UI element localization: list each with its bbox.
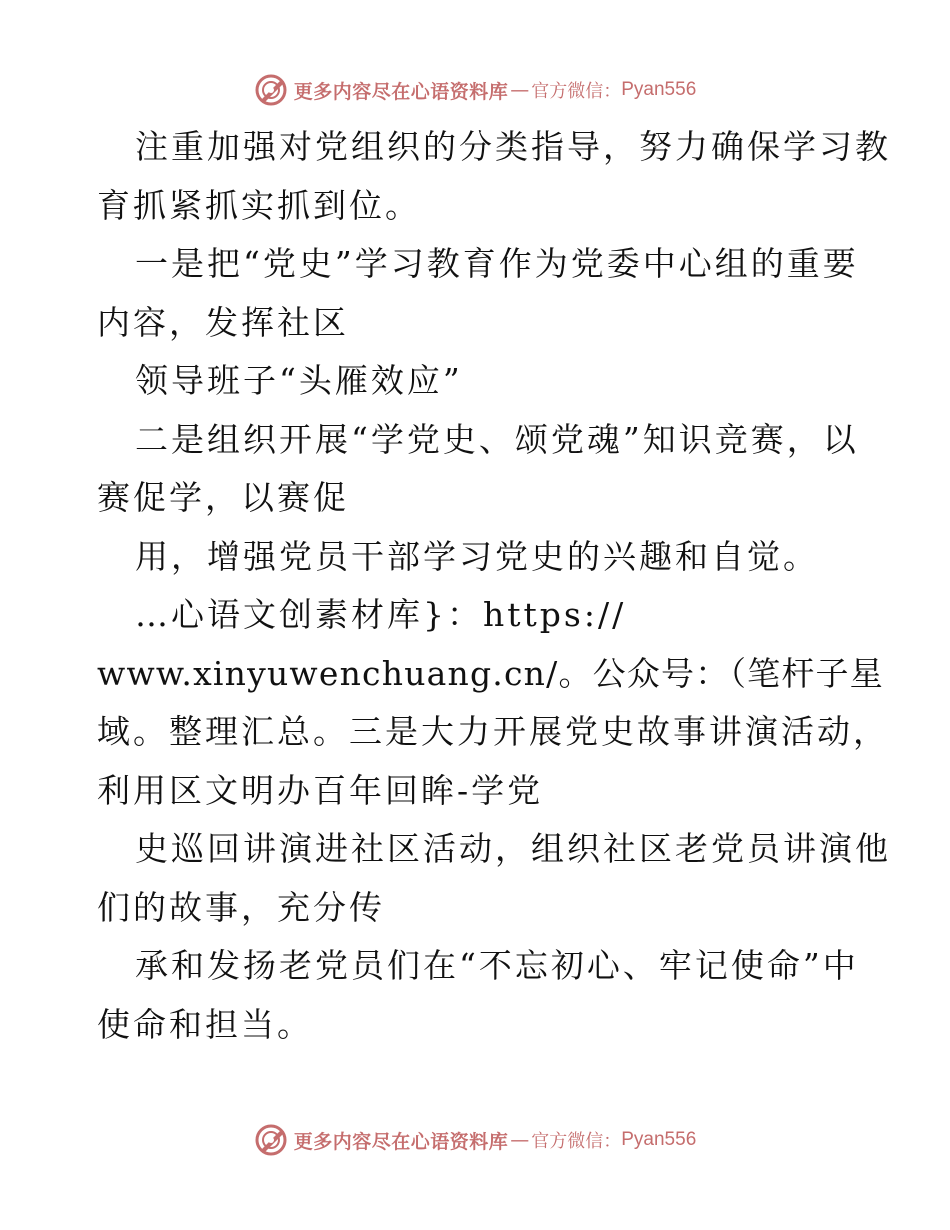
body-line: 们的故事，充分传 bbox=[97, 887, 385, 927]
body-line: 二是组织开展“学党史、颂党魂”知识竞赛，以 bbox=[135, 419, 859, 459]
page-footer bbox=[0, 1120, 950, 1160]
body-line: 利用区文明办百年回眸-学党 bbox=[97, 770, 544, 810]
page-header bbox=[0, 70, 950, 110]
footer-separator: — bbox=[510, 1129, 530, 1151]
body-line: 用，增强党员干部学习党史的兴趣和自觉。 bbox=[135, 536, 819, 576]
document-body bbox=[97, 118, 891, 1054]
footer-wechat-id: Pyan556 bbox=[621, 1129, 697, 1150]
body-line: 领导班子“头雁效应” bbox=[135, 361, 463, 400]
body-line: 使命和担当。 bbox=[97, 1004, 313, 1044]
body-line: 育抓紧抓实抓到位。 bbox=[97, 185, 421, 225]
body-line: 承和发扬老党员们在“不忘初心、牢记使命”中 bbox=[135, 946, 859, 985]
footer-brand: 更多内容尽在心语资料库 bbox=[293, 1130, 509, 1153]
header-wechat-id: Pyan556 bbox=[621, 79, 697, 100]
body-line: 史巡回讲演进社区活动，组织社区老党员讲演他 bbox=[135, 829, 891, 868]
body-line: …心语文创素材库}：https:// bbox=[135, 595, 627, 634]
logo-icon bbox=[254, 1123, 288, 1157]
header-wechat-label: 官方微信： bbox=[531, 81, 622, 102]
header-separator: — bbox=[510, 79, 530, 101]
footer-wechat-label: 官方微信： bbox=[531, 1131, 622, 1152]
body-line: 域。整理汇总。三是大力开展党史故事讲演活动， bbox=[97, 712, 889, 751]
body-line: 内容，发挥社区 bbox=[97, 302, 349, 342]
header-brand: 更多内容尽在心语资料库 bbox=[293, 80, 509, 103]
body-line: 注重加强对党组织的分类指导，努力确保学习教 bbox=[135, 127, 891, 166]
logo-icon bbox=[254, 73, 288, 107]
body-line: 赛促学，以赛促 bbox=[97, 478, 349, 517]
body-line: 一是把“党史”学习教育作为党委中心组的重要 bbox=[135, 244, 859, 283]
body-line: www.xinyuwenchuang.cn/。公众号：（笔杆子星 bbox=[97, 653, 884, 693]
